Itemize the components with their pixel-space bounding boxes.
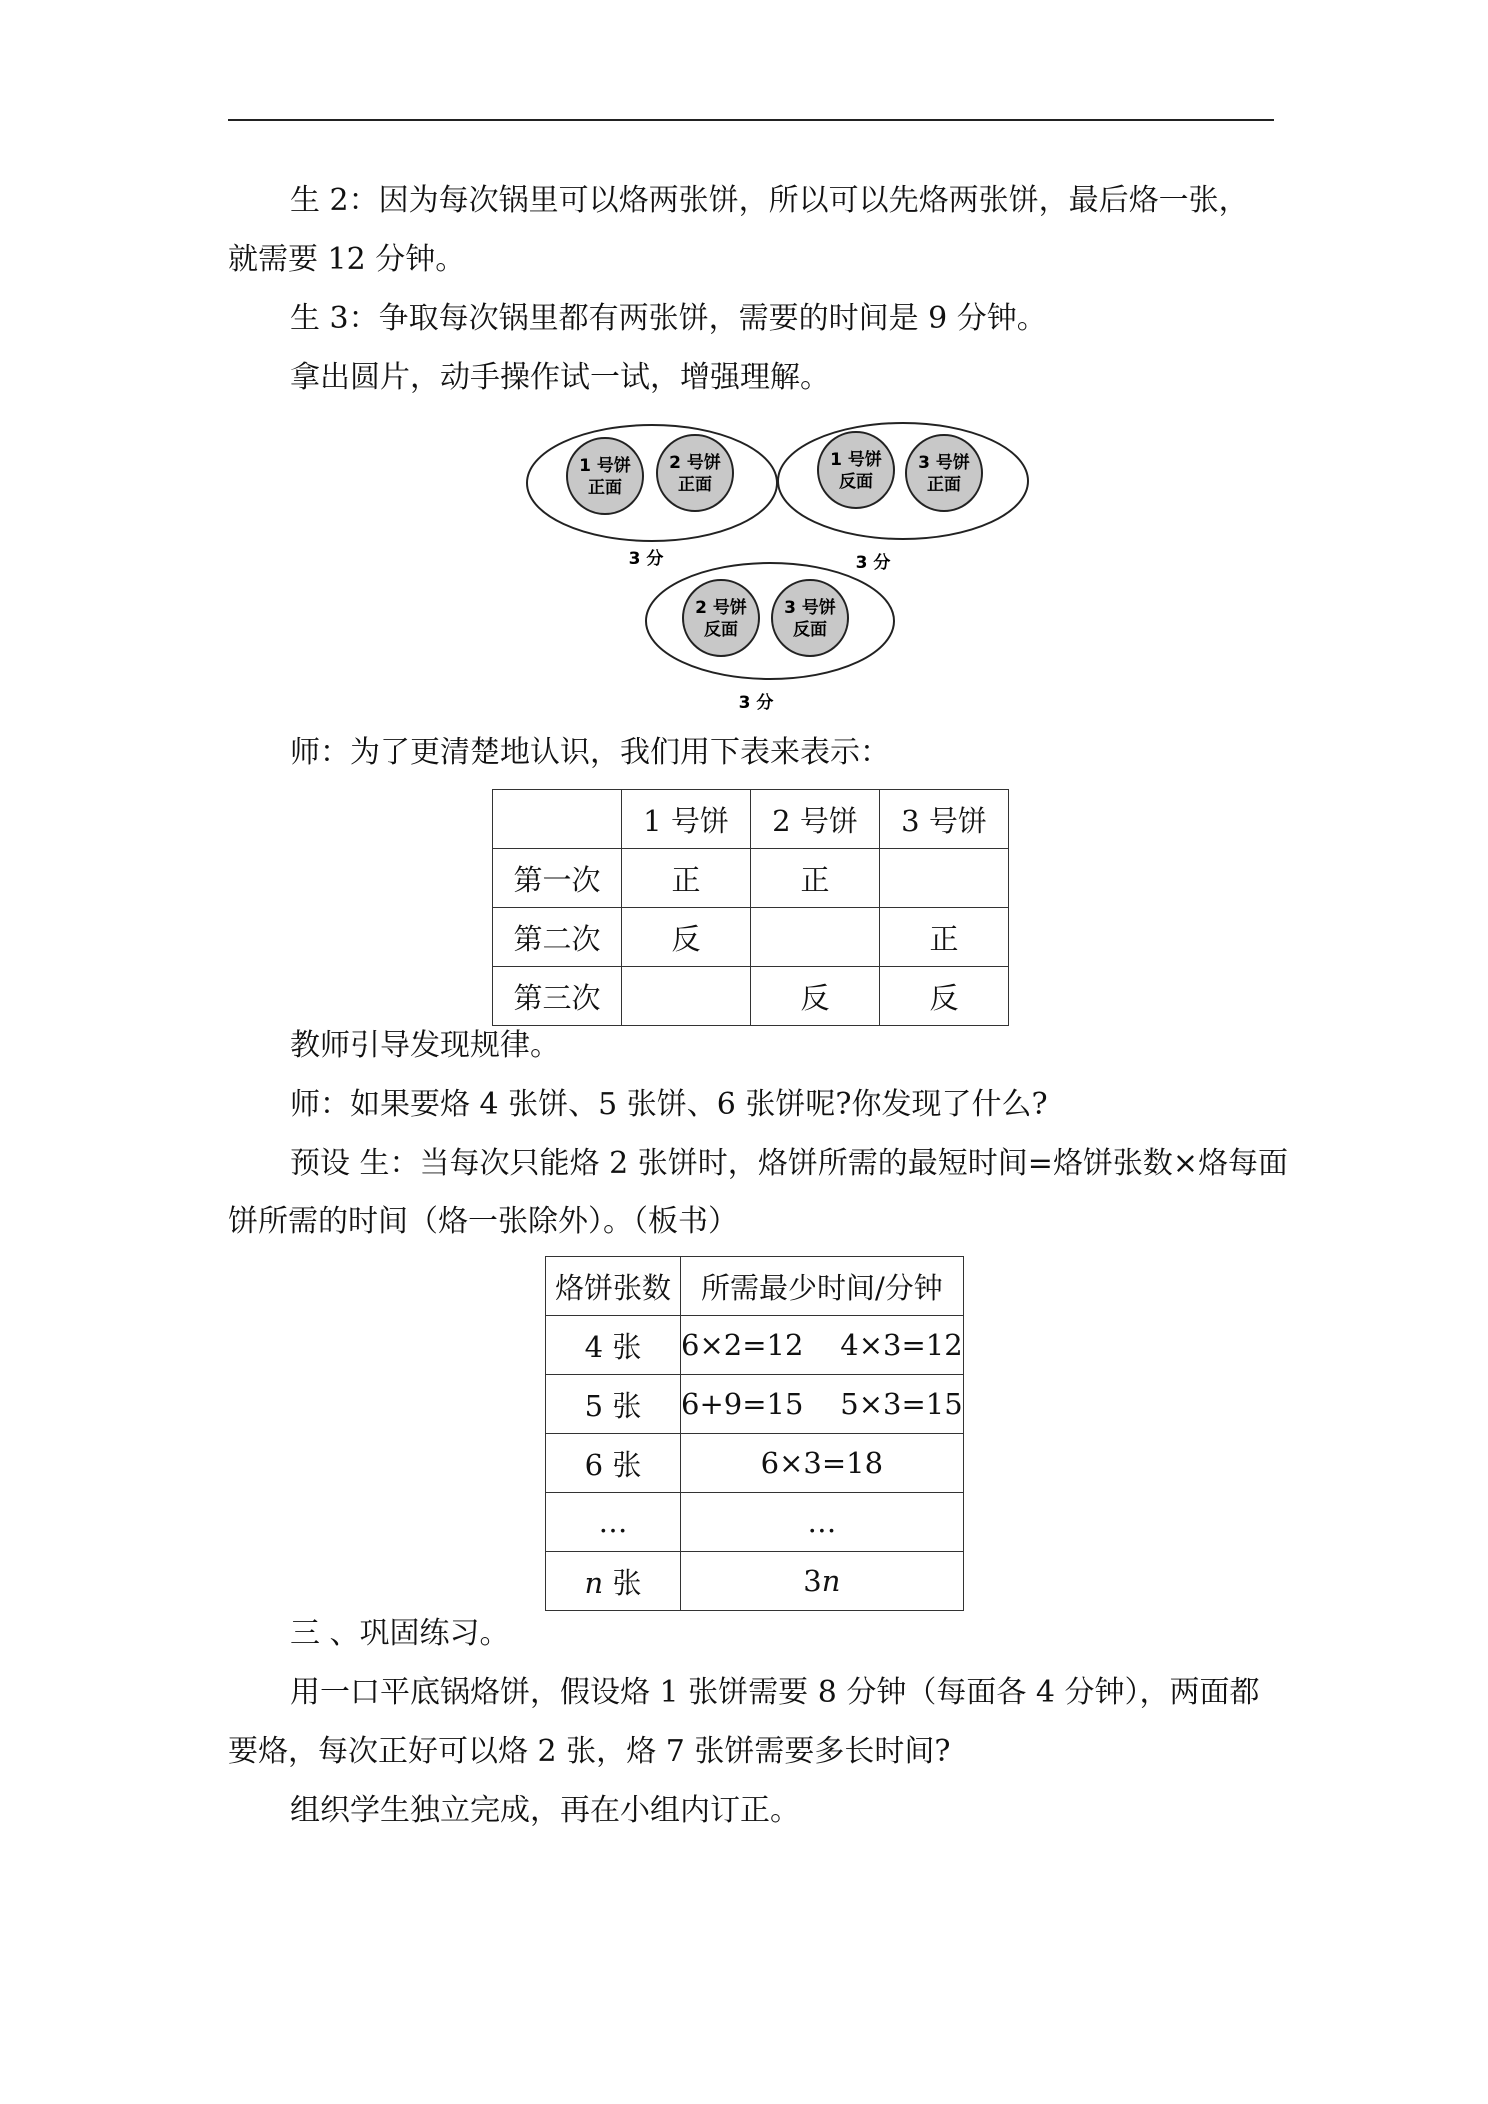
table-cell: 反 [751, 967, 880, 1026]
pan-1-cake-a-label: 1 号饼 [579, 456, 631, 476]
variable-n: n [584, 1565, 604, 1600]
pan-1-cake-a-side: 正面 [588, 478, 622, 498]
table-cell: 烙饼张数 [546, 1257, 681, 1316]
table-cell: 反 [622, 908, 751, 967]
paragraph-student-2-cont: 就需要 12 分钟。 [228, 242, 466, 277]
table-cell: 6+9=15 5×3=15 [681, 1375, 964, 1434]
table-cell: 1 号饼 [622, 790, 751, 849]
section-heading-practice: 三 、巩固练习。 [290, 1616, 510, 1651]
variable-n: n [821, 1564, 841, 1598]
pan-3-cake-a-label: 2 号饼 [695, 598, 747, 618]
pan-3-time: 3 分 [738, 693, 774, 713]
paragraph-exercise-cont: 要烙，每次正好可以烙 2 张，烙 7 张饼需要多长时间? [228, 1734, 951, 1769]
table-cell: 第二次 [493, 908, 622, 967]
table-cell: 3 号饼 [880, 790, 1009, 849]
table-cell [681, 1552, 964, 1611]
flip-schedule-table [492, 789, 1009, 1026]
table-cell: 4 张 [546, 1316, 681, 1375]
table-cell [751, 908, 880, 967]
pan-2-cake-a-side: 反面 [839, 472, 873, 492]
table-cell [880, 849, 1009, 908]
paragraph-teacher-question: 师：如果要烙 4 张饼、5 张饼、6 张饼呢?你发现了什么? [290, 1087, 1048, 1122]
pan-1 [527, 425, 777, 569]
table-cell: 6×2=12 4×3=12 [681, 1316, 964, 1375]
pancake-diagram [520, 418, 1040, 718]
table-row [546, 1375, 964, 1434]
table-cell: 5 张 [546, 1375, 681, 1434]
table-cell: 所需最少时间/分钟 [681, 1257, 964, 1316]
pan-3 [646, 563, 894, 713]
table-cell: 正 [880, 908, 1009, 967]
table-cell [546, 1552, 681, 1611]
table-cell: 正 [622, 849, 751, 908]
table-row [546, 1434, 964, 1493]
paragraph-preset-answer: 预设 生：当每次只能烙 2 张饼时，烙饼所需的最短时间=烙饼张数×烙每面 [290, 1146, 1288, 1181]
header-rule [228, 119, 1274, 121]
table-cell: … [681, 1493, 964, 1552]
paragraph-hands-on: 拿出圆片，动手操作试一试，增强理解。 [290, 360, 830, 395]
table-row [546, 1493, 964, 1552]
paragraph-find-rule: 教师引导发现规律。 [290, 1028, 560, 1063]
pan-3-cake-a-side: 反面 [704, 620, 738, 640]
table-cell: 2 号饼 [751, 790, 880, 849]
paragraph-student-3: 生 3：争取每次锅里都有两张饼，需要的时间是 9 分钟。 [290, 301, 1047, 336]
coefficient-text: 3 [803, 1564, 822, 1598]
table-cell: 第三次 [493, 967, 622, 1026]
pan-1-cake-b-label: 2 号饼 [669, 453, 721, 473]
paragraph-exercise: 用一口平底锅烙饼，假设烙 1 张饼需要 8 分钟（每面各 4 分钟），两面都 [290, 1675, 1260, 1710]
paragraph-organize: 组织学生独立完成，再在小组内订正。 [290, 1793, 800, 1828]
pan-2-time: 3 分 [855, 553, 891, 573]
table-cell: 反 [880, 967, 1009, 1026]
pan-2 [778, 423, 1028, 573]
pan-2-cake-a-label: 1 号饼 [830, 450, 882, 470]
table-header-row [493, 790, 1009, 849]
pan-1-time: 3 分 [628, 549, 664, 569]
pan-2-cake-b-label: 3 号饼 [918, 453, 970, 473]
table-cell: 6×3=18 [681, 1434, 964, 1493]
table-header-row [546, 1257, 964, 1316]
table-cell: 第一次 [493, 849, 622, 908]
table-cell: 6 张 [546, 1434, 681, 1493]
paragraph-student-2: 生 2：因为每次锅里可以烙两张饼，所以可以先烙两张饼，最后烙一张， [290, 183, 1249, 218]
pan-2-cake-b-side: 正面 [927, 475, 961, 495]
table-cell: … [546, 1493, 681, 1552]
table-row [546, 1552, 964, 1611]
table-row [493, 849, 1009, 908]
paragraph-preset-answer-cont: 饼所需的时间（烙一张除外）。（板书） [228, 1204, 738, 1239]
table-row [493, 967, 1009, 1026]
paragraph-teacher-table: 师：为了更清楚地认识，我们用下表来表示： [290, 735, 890, 770]
table-row [493, 908, 1009, 967]
table-cell [493, 790, 622, 849]
table-cell [622, 967, 751, 1026]
pan-1-cake-b-side: 正面 [678, 475, 712, 495]
pan-3-cake-b-label: 3 号饼 [784, 598, 836, 618]
pan-3-cake-b-side: 反面 [793, 620, 827, 640]
table-row [546, 1316, 964, 1375]
minimum-time-table [545, 1256, 964, 1611]
table-cell: 正 [751, 849, 880, 908]
unit-text: 张 [603, 1565, 642, 1600]
